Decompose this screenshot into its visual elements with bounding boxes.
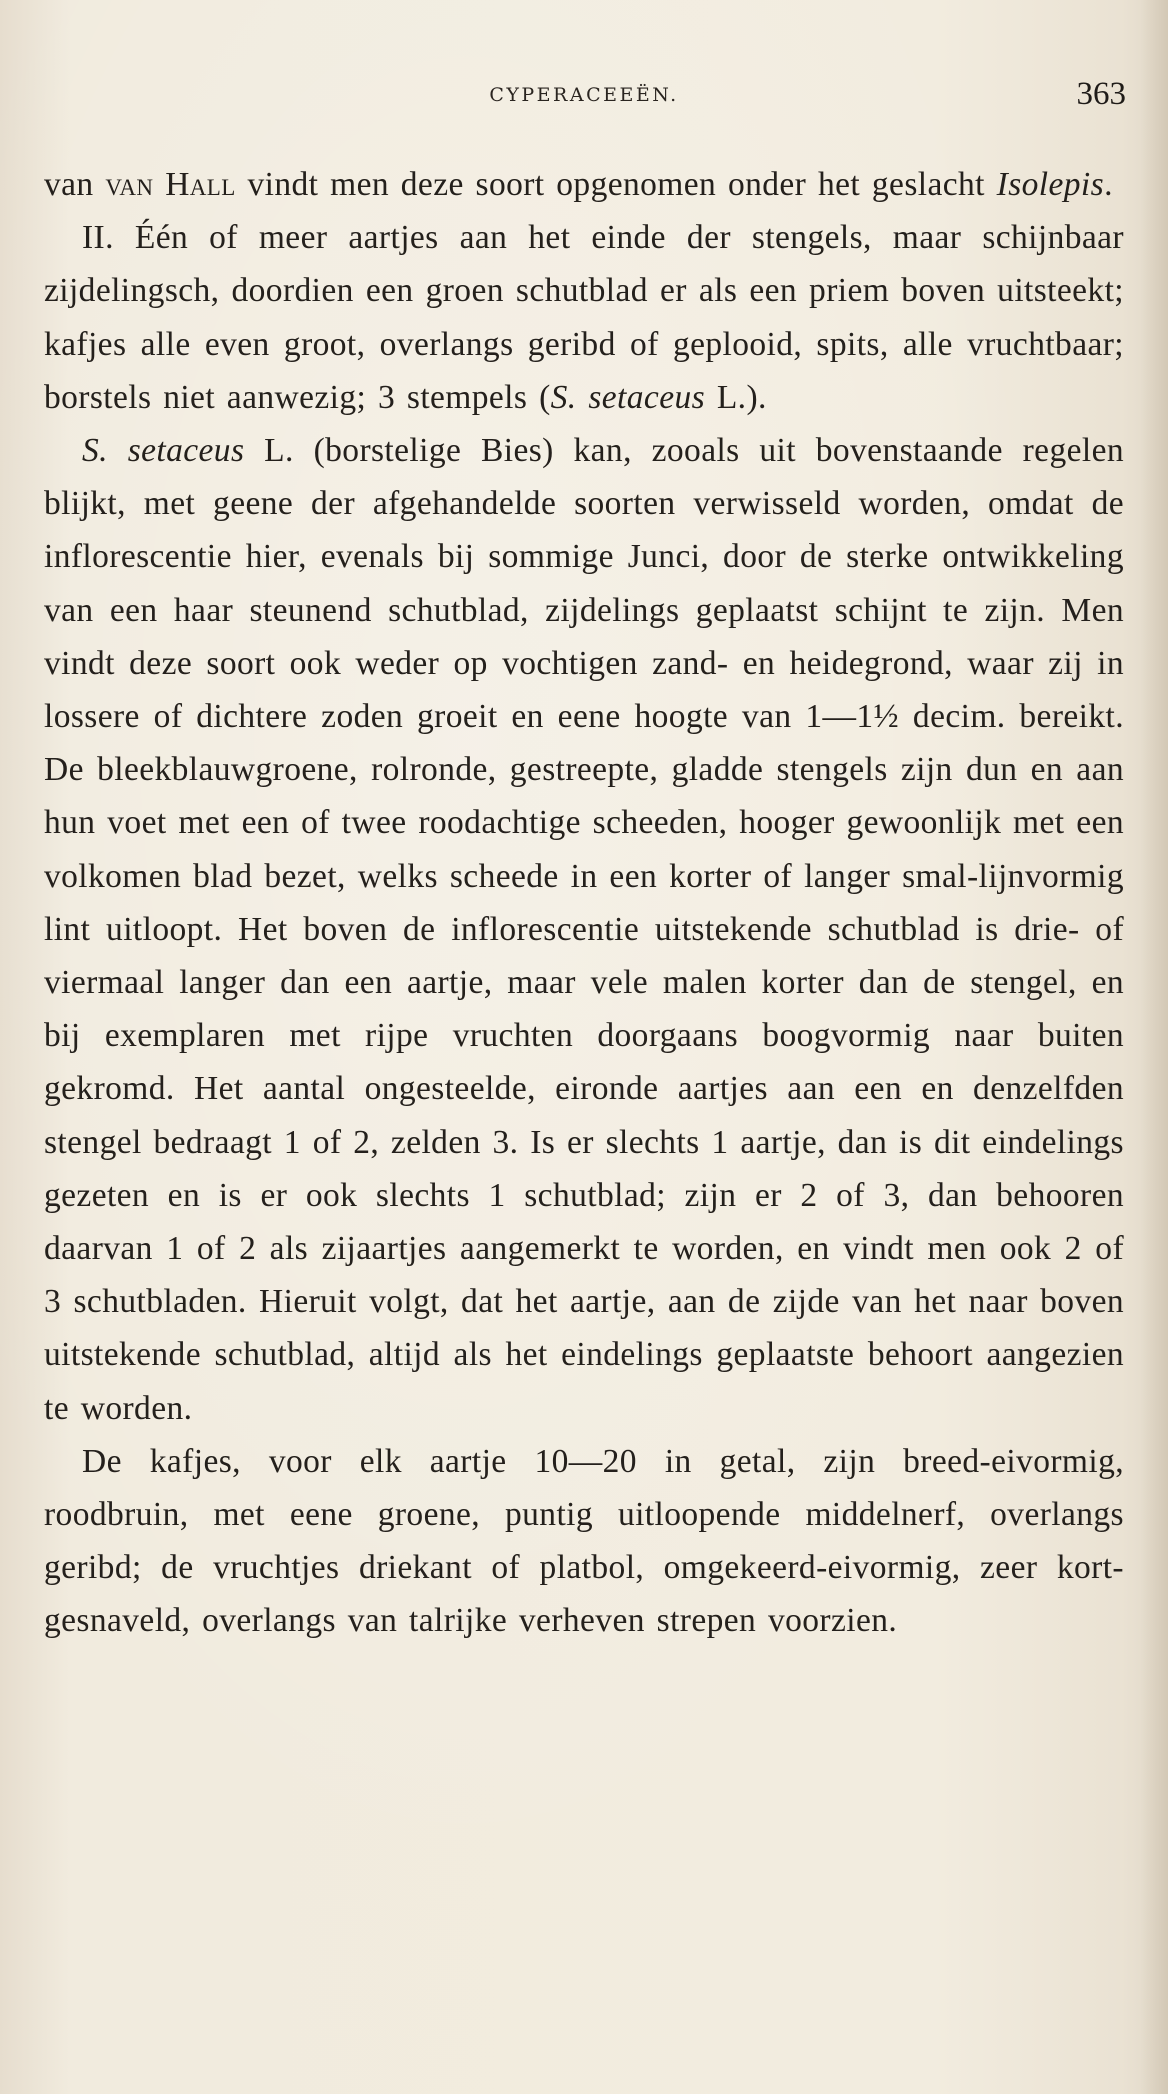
paragraph-2: II. Één of meer aartjes aan het einde der stengels, maar schijnbaar zijdelingsch, doordien een groen schutblad er als een priem boven uitsteekt; kafjes alle even groot, overlangs geribd of geplooid, spits, alle vruchtbaar; borstels niet aanwezig; 3 stempels (S. setaceus L.). [44,219,1124,416]
species-name: S. setaceus [550,378,706,416]
paragraph-1: van van Hall vindt men deze soort opgenomen onder het geslacht Isolepis. [44,166,1113,203]
page-number: 363 [1076,76,1126,112]
body-text [44,158,1124,1648]
page-header [44,78,1124,118]
running-head: CYPERACEEËN. [489,84,679,106]
paragraph-4: De kafjes, voor elk aartje 10—20 in getal, zijn breed-eivormig, roodbruin, met eene groene, puntig uitloopende middelnerf, overlangs geribd; de vruchtjes driekant of platbol, omgekeerd-eivormig, zeer kort-gesnaveld, overlangs van talrijke verheven strepen voorzien. [44,1442,1124,1640]
genus-name: Isolepis [996,166,1105,203]
author-name: van Hall [105,166,236,203]
paragraph-3: S. setaceus L. (borstelige Bies) kan, zooals uit bovenstaande regelen blijkt, met geene der afgehandelde soorten verwisseld worden, omdat de inflorescentie hier, evenals bij sommige Junci, door de sterke ontwikkeling van een haar steunend schutblad, zijdelings geplaatst schijnt te zijn. Men vindt deze soort ook weder op vochtigen zand- en heidegrond, waar zij in lossere of dichtere zoden groeit en eene hoogte van 1—1½ decim. bereikt. De bleekblauwgroene, rolronde, gestreepte, gladde stengels zijn dun en aan hun voet met een of twee roodachtige scheeden, hooger gewoonlijk met een volkomen blad bezet, welks scheede in een korter of langer smal-lijnvormig lint uitloopt. Het boven de inflorescentie uitstekende schutblad is drie- of viermaal langer dan een aartje, maar vele malen korter dan de stengel, en bij exemplaren met rijpe vruchten doorgaans boogvormig naar buiten gekromd. Het aantal ongesteelde, eironde aartjes aan een en denzelfden stengel bedraagt 1 of 2, zelden 3. Is er slechts 1 aartje, dan is dit eindelings gezeten en is er ook slechts 1 schutblad; zijn er 2 of 3, dan behooren daarvan 1 of 2 als zijaartjes aangemerkt te worden, en vindt men ook 2 of 3 schutbladen. Hieruit volgt, dat het aartje, aan de zijde van het naar boven uitstekende schutblad, altijd als het eindelings geplaatste behoort aangezien te worden. [44,432,1124,1427]
page-edge-shadow [1140,0,1168,2094]
species-name: S. setaceus [82,432,245,470]
